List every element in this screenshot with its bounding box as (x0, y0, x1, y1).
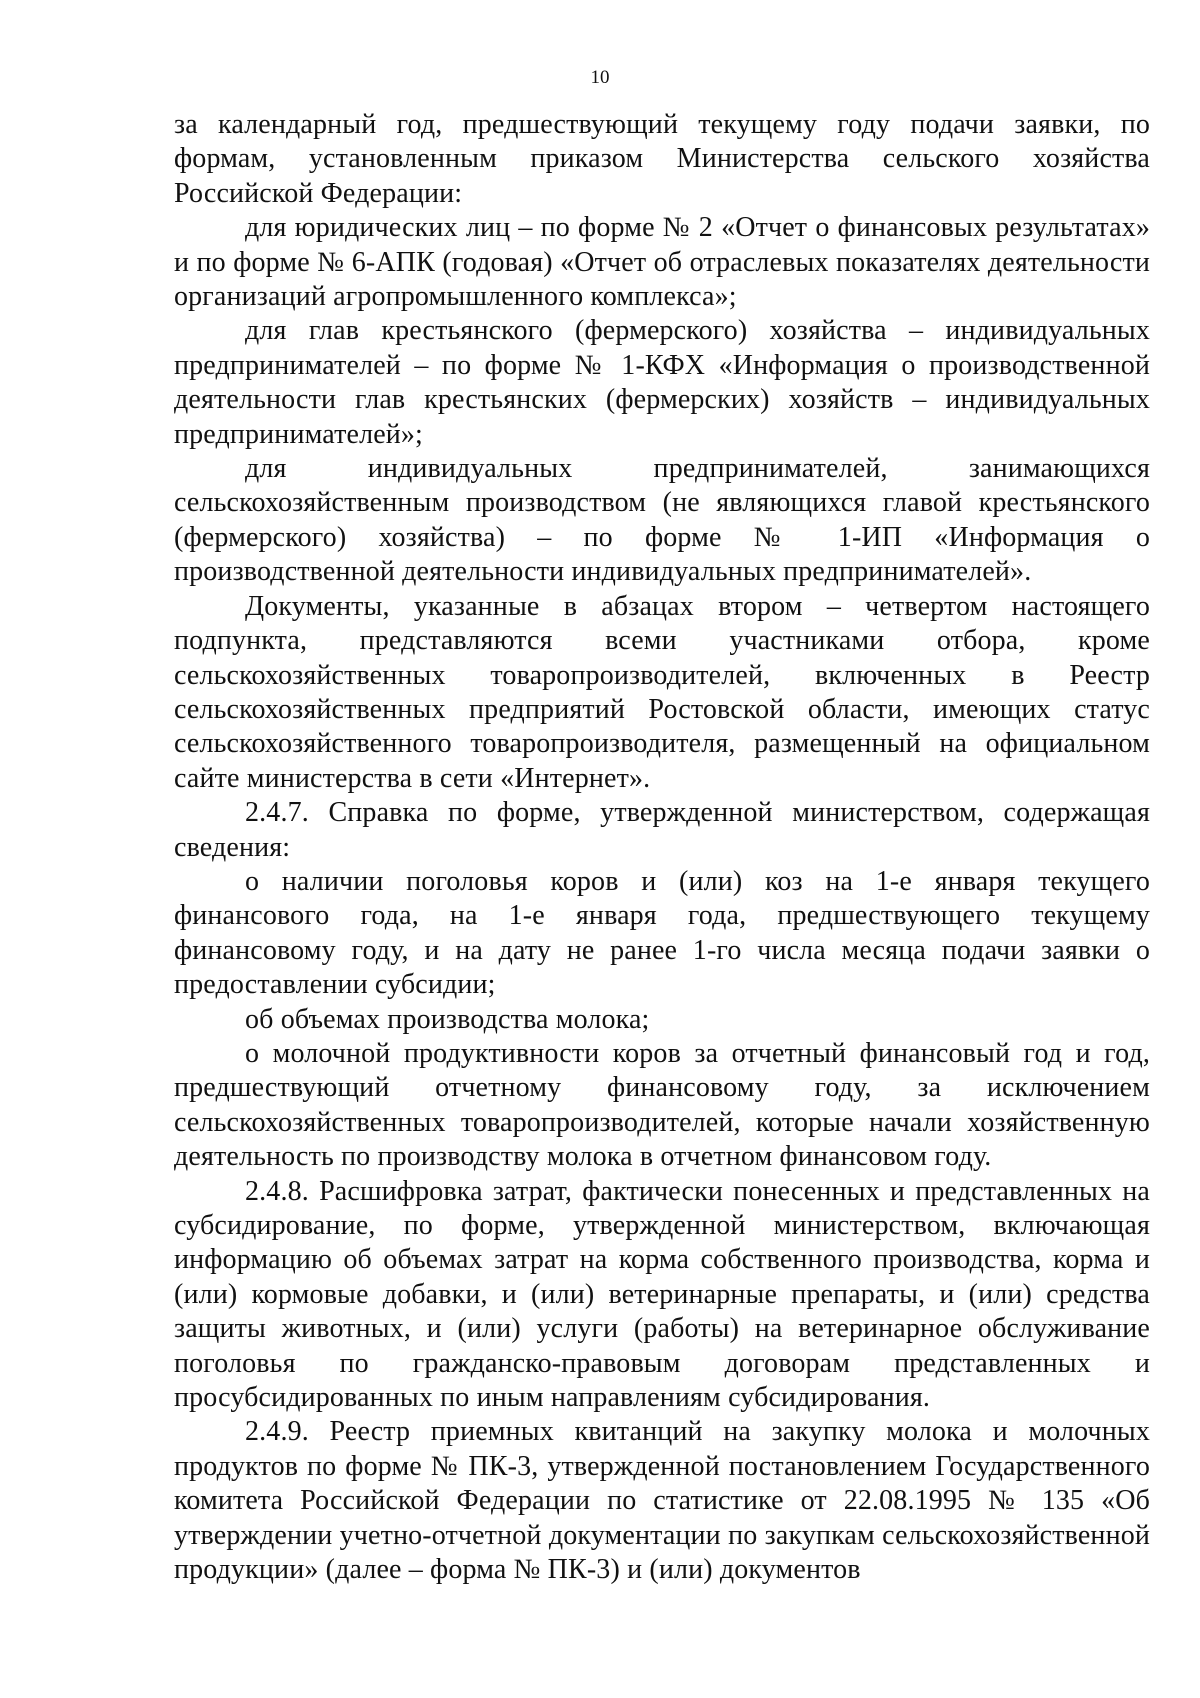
paragraph-2-4-9: 2.4.9. Реестр приемных квитанций на закупку молока и молочных продуктов по форме № ПК-3, утвержденной постановлением Государственного комитета Российской Федерации по статистике от 22.08.1995 № 135 «Об утверждении учетно-отчетной документации по закупкам сельскохозяйственной продукции» (далее – форма № ПК-3) и (или) документов (174, 1416, 1150, 1586)
paragraph-2-4-7: 2.4.7. Справка по форме, утвержденной министерством, содержащая сведения: (174, 797, 1150, 863)
document-body (174, 108, 1150, 1587)
page-number: 10 (590, 67, 610, 88)
paragraph-farm-heads: для глав крестьянского (фермерского) хозяйства – индивидуальных предпринимателей – по форме № 1-КФХ «Информация о производственной деятельности глав крестьянских (фермерских) хозяйств – индивидуальных предпринимателей»; (174, 315, 1150, 450)
paragraph-milk-productivity: о молочной продуктивности коров за отчетный финансовый год и год, предшествующий отчетному финансовому году, за исключением сельскохозяйственных товаропроизводителей, которые начали хозяйственную деятельность по производству молока в отчетном финансовом году. (174, 1037, 1150, 1173)
paragraph-livestock-count: о наличии поголовья коров и (или) коз на 1-е января текущего финансового года, на 1-е января года, предшествующего текущему финансовому году, и на дату не ранее 1-го числа месяца подачи заявки о предоставлении субсидии; (174, 865, 1150, 1001)
paragraph-2-4-8: 2.4.8. Расшифровка затрат, фактически понесенных и представленных на субсидирование, по форме, утвержденной министерством, включающая информацию об объемах затрат на корма собственного производства, корма и (или) кормовые добавки, и (или) ветеринарные препараты, и (или) средства защиты животных, и (или) услуги (работы) на ветеринарное обслуживание поголовья по гражданско-правовым договорам представленных и просубсидированных по иным направлениям субсидирования. (174, 1175, 1150, 1414)
paragraph-continuation: за календарный год, предшествующий текущему году подачи заявки, по формам, установленным приказом Министерства сельского хозяйства Российской Федерации: (174, 109, 1150, 209)
paragraph-individual-entrepreneurs: для индивидуальных предпринимателей, занимающихся сельскохозяйственным производством (не являющихся главой крестьянского (фермерского) хозяйства) – по форме № 1-ИП «Информация о производственной деятельности индивидуальных предпринимателей». (174, 453, 1150, 588)
paragraph-legal-entities: для юридических лиц – по форме № 2 «Отчет о финансовых результатах» и по форме № 6-АПК (годовая) «Отчет об отраслевых показателях деятельности организаций агропромышленного комплекса»; (174, 212, 1150, 313)
paragraph-documents-note: Документы, указанные в абзацах втором – четвертом настоящего подпункта, представляются всеми участниками отбора, кроме сельскохозяйственных товаропроизводителей, включенных в Реестр сельскохозяйственных предприятий Ростовской области, имеющих статус сельскохозяйственного товаропроизводителя, размещенный на официальном сайте министерства в сети «Интернет». (174, 590, 1150, 794)
paragraph-milk-volume: об объемах производства молока; (245, 1003, 650, 1035)
